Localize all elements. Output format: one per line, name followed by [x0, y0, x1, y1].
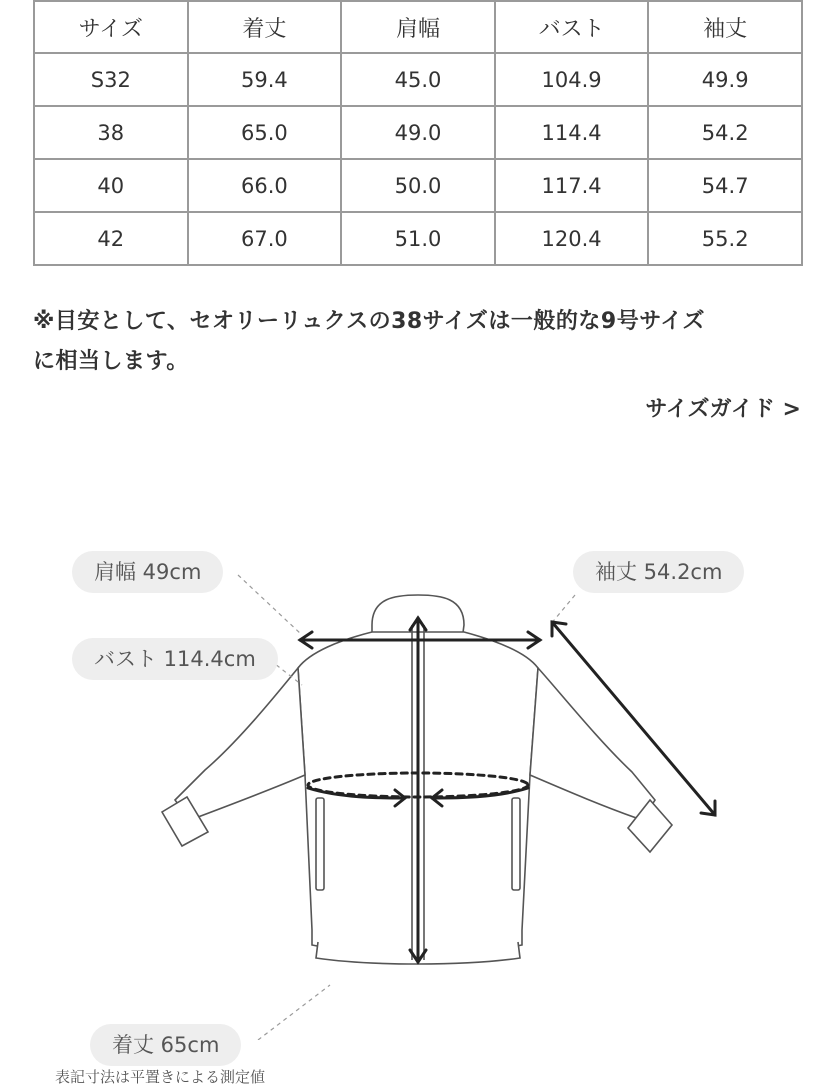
length-label: 着丈 65cm: [90, 1024, 241, 1066]
table-cell: 54.2: [648, 106, 802, 159]
table-row: [34, 159, 802, 212]
table-cell: 55.2: [648, 212, 802, 265]
table-cell: 54.7: [648, 159, 802, 212]
header-bust: バスト: [495, 1, 649, 53]
table-cell: 66.0: [188, 159, 342, 212]
table-row: [34, 53, 802, 106]
table-cell: 38: [34, 106, 188, 159]
header-sleeve: 袖丈: [648, 1, 802, 53]
table-cell: S32: [34, 53, 188, 106]
table-cell: 49.0: [341, 106, 495, 159]
sleeve-label: 袖丈 54.2cm: [573, 551, 744, 593]
table-header-row: [34, 1, 802, 53]
header-size: サイズ: [34, 1, 188, 53]
header-length: 着丈: [188, 1, 342, 53]
size-table: [33, 0, 803, 266]
table-cell: 40: [34, 159, 188, 212]
size-note-line1: ※目安として、セオリーリュクスの38サイズは一般的な9号サイズ: [33, 309, 705, 334]
table-cell: 50.0: [341, 159, 495, 212]
shoulder-label: 肩幅 49cm: [72, 551, 223, 593]
table-row: [34, 106, 802, 159]
table-row: [34, 212, 802, 265]
table-cell: 42: [34, 212, 188, 265]
table-cell: 120.4: [495, 212, 649, 265]
table-cell: 49.9: [648, 53, 802, 106]
table-cell: 117.4: [495, 159, 649, 212]
size-note: [33, 302, 813, 382]
table-cell: 65.0: [188, 106, 342, 159]
size-note-line2: に相当します。: [33, 349, 189, 374]
table-cell: 114.4: [495, 106, 649, 159]
jacket-diagram: [0, 540, 837, 1040]
measurement-footnote: 表記寸法は平置きによる測定値: [55, 1068, 266, 1086]
table-cell: 45.0: [341, 53, 495, 106]
table-cell: 59.4: [188, 53, 342, 106]
table-cell: 51.0: [341, 212, 495, 265]
bust-label: バスト 114.4cm: [72, 638, 278, 680]
table-cell: 104.9: [495, 53, 649, 106]
header-shoulder: 肩幅: [341, 1, 495, 53]
table-cell: 67.0: [188, 212, 342, 265]
size-guide-link[interactable]: サイズガイド >: [645, 397, 801, 422]
